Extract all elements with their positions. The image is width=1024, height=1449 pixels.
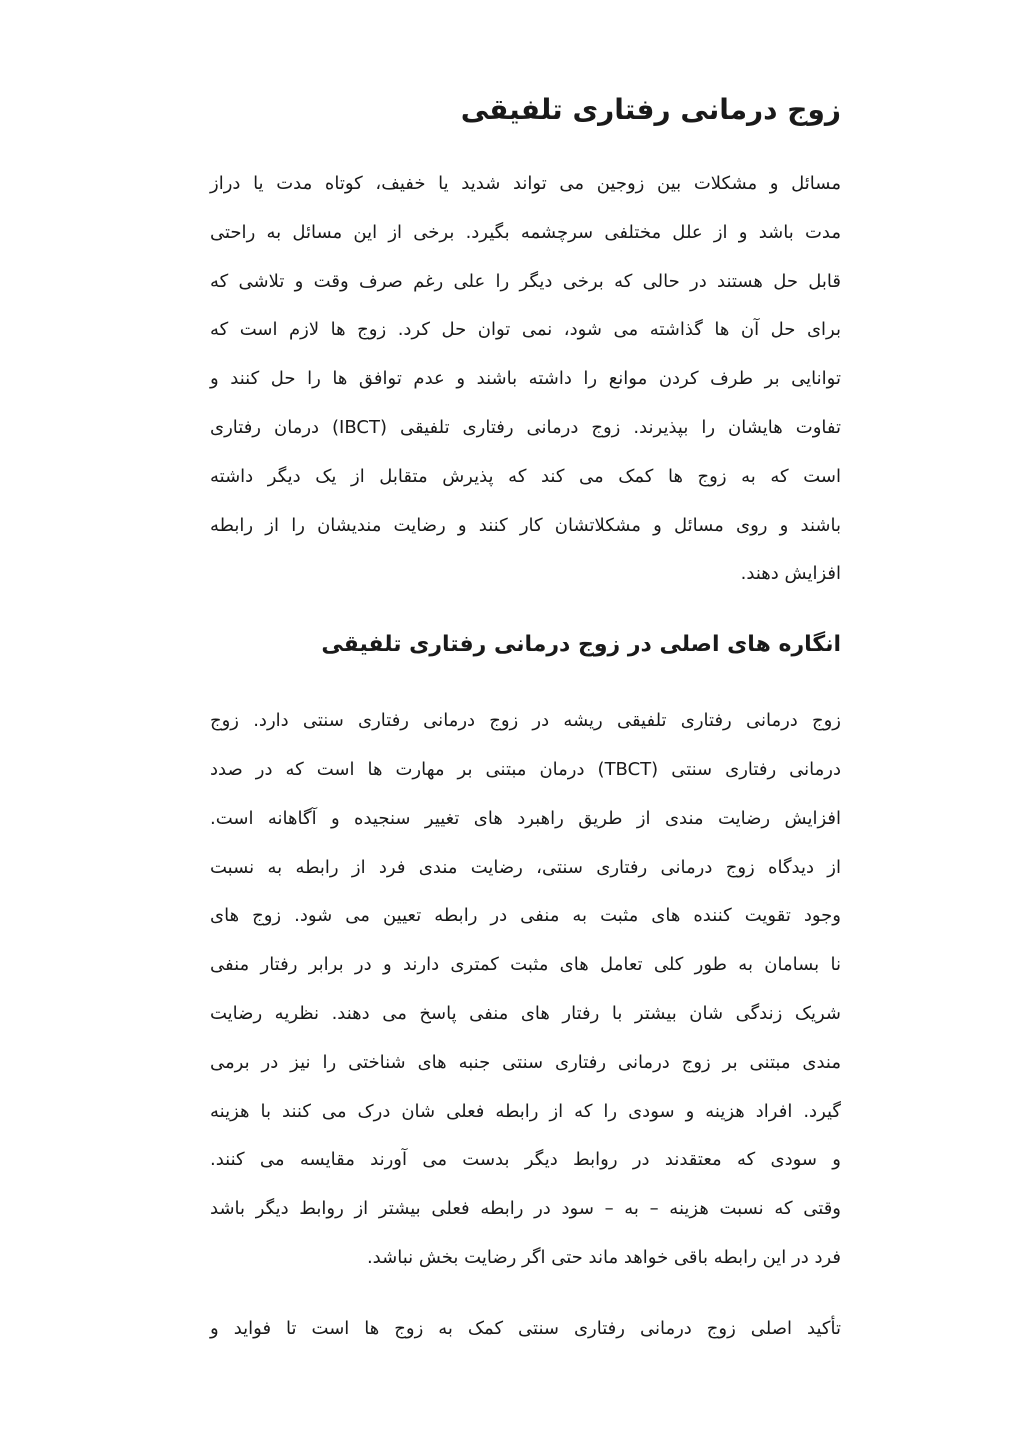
paragraph-line: مسائل و مشکلات بین زوجین می تواند شدید یا خفیف، کوتاه مدت یا دراز [210, 173, 841, 194]
continuation-paragraph [210, 1305, 841, 1354]
intro-paragraph [210, 160, 841, 599]
paragraph-line: از دیدگاه زوج درمانی رفتاری سنتی، رضایت مندی فرد از رابطه به نسبت [210, 856, 841, 878]
paragraph-line: افزایش دهند. [740, 563, 841, 585]
document-page [210, 84, 841, 1354]
paragraph-line: باشند و روی مسائل و مشکلاتشان کار کنند و رضایت مندیشان را از رابطه [210, 514, 841, 536]
section-paragraph [210, 697, 841, 1283]
paragraph-line: گیرد. افراد هزینه و سودی را که از رابطه فعلی شان درک می کنند با هزینه [210, 1100, 841, 1122]
paragraph-line: وجود تقویت کننده های مثبت به منفی در رابطه تعیین می شود. زوج های [210, 905, 841, 927]
paragraph-line: شریک زندگی شان بیشتر با رفتار های منفی پاسخ می دهند. نظریه رضایت [210, 1002, 841, 1024]
paragraph-line: درمانی رفتاری سنتی (TBCT) درمان مبتنی بر مهارت ها است که در صدد [210, 758, 842, 780]
paragraph-line: تفاوت هایشان را بپذیرند. زوج درمانی رفتاری تلفیقی (IBCT) درمان رفتاری [210, 416, 841, 438]
paragraph-line: فرد در این رابطه باقی خواهد ماند حتی اگر رضایت بخش نباشد. [366, 1246, 841, 1268]
paragraph-line: مندی مبتنی بر زوج درمانی رفتاری سنتی جنبه های شناختی را نیز در برمی [210, 1051, 841, 1073]
paragraph-line: قابل حل هستند در حالی که برخی دیگر را علی رغم صرف وقت و تلاشی که [210, 270, 841, 292]
paragraph-line: افزایش رضایت مندی از طریق راهبرد های تغییر سنجیده و آگاهانه است. [210, 807, 841, 829]
paragraph-line: زوج درمانی رفتاری تلفیقی ریشه در زوج درمانی رفتاری سنتی دارد. زوج [210, 710, 841, 732]
paragraph-line: وقتی که نسبت هزینه – به – سود در رابطه فعلی بیشتر از روابط دیگر باشد [210, 1198, 841, 1220]
paragraph-line: توانایی بر طرف کردن موانع را داشته باشند و عدم توافق ها را حل کنند و [210, 368, 841, 390]
paragraph-line: نا بسامان به طور کلی تعامل های مثبت کمتری دارند و در برابر رفتار منفی [210, 954, 841, 976]
paragraph-line: مدت باشد و از علل مختلفی سرچشمه بگیرد. برخی از این مسائل به راحتی [210, 221, 841, 243]
document-title: زوج درمانی رفتاری تلفیقی [460, 93, 841, 126]
paragraph-line: برای حل آن ها گذاشته می شود، نمی توان حل کرد. زوج ها لازم است که [210, 319, 841, 341]
section-heading: انگاره های اصلی در زوج درمانی رفتاری تلفیقی [321, 632, 841, 658]
paragraph-line: تأکید اصلی زوج درمانی رفتاری سنتی کمک به زوج ها است تا فواید و [210, 1317, 841, 1339]
paragraph-line: است که به زوج ها کمک می کند که پذیرش متقابل از یک دیگر داشته [210, 465, 841, 487]
paragraph-line: و سودی که معتقدند در روابط دیگر بدست می آورند مقایسه می کنند. [210, 1149, 841, 1171]
